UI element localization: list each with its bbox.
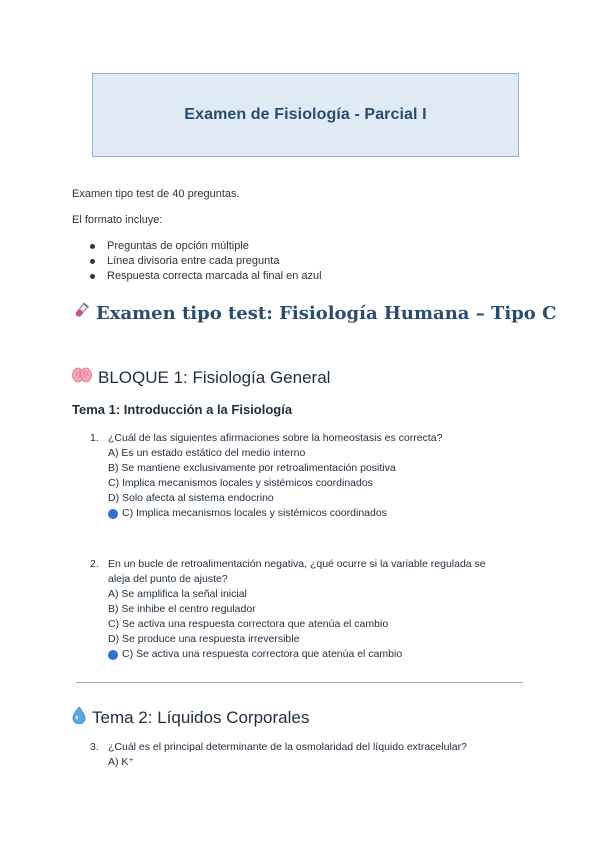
correct-answer <box>108 647 486 662</box>
option-c: C) Se activa una respuesta correctora que atenúa el cambio <box>108 618 389 630</box>
question-text: ¿Cuál es el principal determinante de la osmolaridad del líquido extracelular? <box>108 741 467 753</box>
block1-heading <box>72 366 330 389</box>
option-d: D) Solo afecta al sistema endocrino <box>108 492 274 504</box>
option-d: D) Se produce una respuesta irreversible <box>108 633 300 645</box>
question-text: En un bucle de retroalimentación negativa, ¿qué ocurre si la variable regulada se <box>108 558 486 570</box>
option-c: C) Implica mecanismos locales y sistémicos coordinados <box>108 477 373 489</box>
title-box <box>92 73 519 157</box>
correct-answer-text: C) Se activa una respuesta correctora que atenúa el cambio <box>122 648 403 660</box>
topic1-heading: Tema 1: Introducción a la Fisiología <box>72 402 293 417</box>
list-item: Línea divisoria entre cada pregunta <box>90 254 322 269</box>
question-number: 1. <box>90 432 99 444</box>
block1-heading-text: BLOQUE 1: Fisiología General <box>98 367 331 387</box>
option-b: B) Se inhibe el centro regulador <box>108 603 256 615</box>
correct-answer-text: C) Implica mecanismos locales y sistémicos coordinados <box>122 507 387 519</box>
divider <box>76 682 523 683</box>
question-number: 3. <box>90 741 99 753</box>
option-a: A) Se amplifica la señal inicial <box>108 588 247 600</box>
droplet-icon <box>72 706 86 729</box>
page-title: Examen de Fisiología - Parcial I <box>184 106 427 123</box>
topic2-heading <box>72 706 309 729</box>
brain-icon <box>72 366 92 389</box>
test-tube-icon <box>72 302 90 325</box>
question-number: 2. <box>90 558 99 570</box>
question-text: ¿Cuál de las siguientes afirmaciones sobre la homeostasis es correcta? <box>108 432 443 444</box>
question-3 <box>90 740 467 770</box>
list-item: Respuesta correcta marcada al final en azul <box>90 269 322 284</box>
option-a: A) Es un estado estático del medio interno <box>108 447 306 459</box>
correct-answer <box>108 506 442 521</box>
question-2 <box>90 557 486 662</box>
question-1 <box>90 431 442 521</box>
main-heading <box>72 302 556 325</box>
option-a: A) K⁺ <box>108 756 134 768</box>
format-list <box>90 239 322 284</box>
intro-line-1: Examen tipo test de 40 preguntas. <box>72 188 240 200</box>
intro-line-2: El formato incluye: <box>72 214 163 226</box>
option-b: B) Se mantiene exclusivamente por retroalimentación positiva <box>108 462 396 474</box>
blue-circle-icon <box>108 650 118 660</box>
topic2-heading-text: Tema 2: Líquidos Corporales <box>92 707 310 727</box>
blue-circle-icon <box>108 509 118 519</box>
main-heading-text: Examen tipo test: Fisiología Humana – Tipo C <box>96 303 557 324</box>
list-item: Preguntas de opción múltiple <box>90 239 322 254</box>
question-text-cont: aleja del punto de ajuste? <box>108 573 228 585</box>
